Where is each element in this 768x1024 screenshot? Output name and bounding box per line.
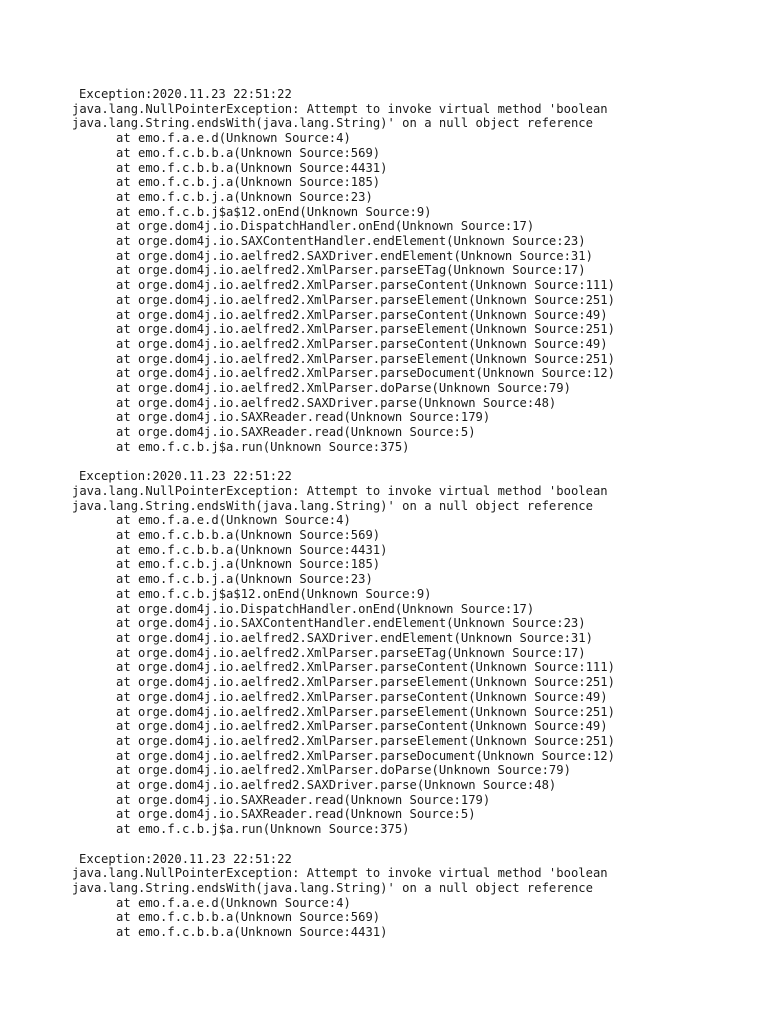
stack-frame-line: at emo.f.c.b.j.a(Unknown Source:23)	[116, 189, 373, 204]
stack-frame-line: at emo.f.a.e.d(Unknown Source:4)	[116, 895, 351, 910]
stack-frame-line: at orge.dom4j.io.aelfred2.SAXDriver.endElement(Unknown Source:31)	[116, 248, 593, 263]
stack-frame-line: at orge.dom4j.io.DispatchHandler.onEnd(Unknown Source:17)	[116, 219, 535, 234]
stack-frame-line: at orge.dom4j.io.aelfred2.XmlParser.parseElement(Unknown Source:251)	[116, 351, 615, 366]
stack-frame-line: at emo.f.c.b.b.a(Unknown Source:4431)	[116, 925, 388, 940]
stack-frame-line: at orge.dom4j.io.aelfred2.XmlParser.parseDocument(Unknown Source:12)	[116, 366, 615, 381]
stack-frame-line: at orge.dom4j.io.aelfred2.SAXDriver.parse(Unknown Source:48)	[116, 778, 557, 793]
stack-frame-line: at orge.dom4j.io.SAXReader.read(Unknown Source:179)	[116, 792, 491, 807]
stack-frame-line: at orge.dom4j.io.SAXContentHandler.endElement(Unknown Source:23)	[116, 234, 586, 249]
stack-frame-line: at emo.f.c.b.j$a.run(Unknown Source:375)	[116, 822, 410, 837]
stack-frame-line: at orge.dom4j.io.aelfred2.XmlParser.doParse(Unknown Source:79)	[116, 381, 571, 396]
stack-frame-line: at orge.dom4j.io.SAXReader.read(Unknown Source:5)	[116, 425, 476, 440]
stack-frame-line: at orge.dom4j.io.aelfred2.SAXDriver.parse(Unknown Source:48)	[116, 395, 557, 410]
exception-log	[72, 87, 752, 954]
stack-frame-line: at emo.f.c.b.j.a(Unknown Source:185)	[116, 175, 381, 190]
stack-frame-line: at orge.dom4j.io.aelfred2.XmlParser.parseContent(Unknown Source:49)	[116, 307, 608, 322]
stack-frame-line: at orge.dom4j.io.aelfred2.SAXDriver.endElement(Unknown Source:31)	[116, 631, 593, 645]
stack-frame-line: at emo.f.c.b.j.a(Unknown Source:23)	[116, 572, 373, 587]
stack-frame-line: at emo.f.c.b.b.a(Unknown Source:569)	[116, 910, 381, 925]
exception-message-line: java.lang.NullPointerException: Attempt to invoke virtual method 'boolean	[72, 866, 608, 881]
stack-frame-line: at emo.f.a.e.d(Unknown Source:4)	[116, 131, 351, 146]
exception-block	[72, 469, 752, 837]
stack-frame-line: at orge.dom4j.io.aelfred2.XmlParser.doParse(Unknown Source:79)	[116, 763, 571, 778]
stack-frame-line: at orge.dom4j.io.aelfred2.XmlParser.parseElement(Unknown Source:251)	[116, 292, 615, 307]
stack-frame-line: at orge.dom4j.io.aelfred2.XmlParser.parseContent(Unknown Source:111)	[116, 660, 615, 675]
stack-frame-line: at emo.f.c.b.b.a(Unknown Source:569)	[116, 528, 381, 543]
exception-block	[72, 87, 752, 455]
stack-frame-line: at orge.dom4j.io.SAXReader.read(Unknown Source:179)	[116, 410, 491, 425]
stack-frame-line: at orge.dom4j.io.DispatchHandler.onEnd(Unknown Source:17)	[116, 601, 535, 616]
exception-header: Exception:2020.11.23 22:51:22	[79, 87, 292, 101]
stack-frame-line: at orge.dom4j.io.aelfred2.XmlParser.parseContent(Unknown Source:49)	[116, 689, 608, 704]
stack-frame-line: at orge.dom4j.io.SAXContentHandler.endElement(Unknown Source:23)	[116, 616, 586, 631]
stack-frame-line: at orge.dom4j.io.aelfred2.XmlParser.parseETag(Unknown Source:17)	[116, 645, 586, 660]
stack-frame-line: at emo.f.a.e.d(Unknown Source:4)	[116, 513, 351, 528]
exception-message-line: java.lang.String.endsWith(java.lang.String)' on a null object reference	[72, 116, 593, 131]
exception-message-line: java.lang.String.endsWith(java.lang.String)' on a null object reference	[72, 498, 593, 513]
stack-frame-line: at orge.dom4j.io.aelfred2.XmlParser.parseContent(Unknown Source:49)	[116, 336, 608, 351]
stack-frame-line: at orge.dom4j.io.aelfred2.XmlParser.parseElement(Unknown Source:251)	[116, 704, 615, 719]
stack-frame-line: at emo.f.c.b.j.a(Unknown Source:185)	[116, 557, 381, 572]
exception-header: Exception:2020.11.23 22:51:22	[79, 851, 292, 866]
stack-frame-line: at emo.f.c.b.b.a(Unknown Source:4431)	[116, 542, 388, 557]
stack-frame-line: at emo.f.c.b.j$a.run(Unknown Source:375)	[116, 439, 410, 454]
exception-header: Exception:2020.11.23 22:51:22	[79, 469, 292, 484]
stack-frame-line: at orge.dom4j.io.SAXReader.read(Unknown Source:5)	[116, 807, 476, 822]
exception-message-line: java.lang.String.endsWith(java.lang.String)' on a null object reference	[72, 880, 593, 895]
exception-message-line: java.lang.NullPointerException: Attempt to invoke virtual method 'boolean	[72, 101, 608, 116]
stack-frame-line: at orge.dom4j.io.aelfred2.XmlParser.parseDocument(Unknown Source:12)	[116, 748, 615, 763]
stack-frame-line: at emo.f.c.b.j$a$12.onEnd(Unknown Source:9)	[116, 204, 432, 219]
stack-frame-line: at emo.f.c.b.b.a(Unknown Source:569)	[116, 145, 381, 160]
stack-frame-line: at emo.f.c.b.b.a(Unknown Source:4431)	[116, 160, 388, 175]
stack-frame-line: at orge.dom4j.io.aelfred2.XmlParser.parseETag(Unknown Source:17)	[116, 263, 586, 278]
exception-message-line: java.lang.NullPointerException: Attempt to invoke virtual method 'boolean	[72, 483, 608, 498]
stack-frame-line: at emo.f.c.b.j$a$12.onEnd(Unknown Source:9)	[116, 586, 432, 601]
stack-frame-line: at orge.dom4j.io.aelfred2.XmlParser.parseElement(Unknown Source:251)	[116, 733, 615, 748]
stack-frame-line: at orge.dom4j.io.aelfred2.XmlParser.parseElement(Unknown Source:251)	[116, 322, 615, 337]
stack-frame-line: at orge.dom4j.io.aelfred2.XmlParser.parseContent(Unknown Source:111)	[116, 278, 615, 293]
stack-frame-line: at orge.dom4j.io.aelfred2.XmlParser.parseContent(Unknown Source:49)	[116, 719, 608, 734]
stack-frame-line: at orge.dom4j.io.aelfred2.XmlParser.parseElement(Unknown Source:251)	[116, 675, 615, 690]
exception-block	[72, 852, 752, 940]
